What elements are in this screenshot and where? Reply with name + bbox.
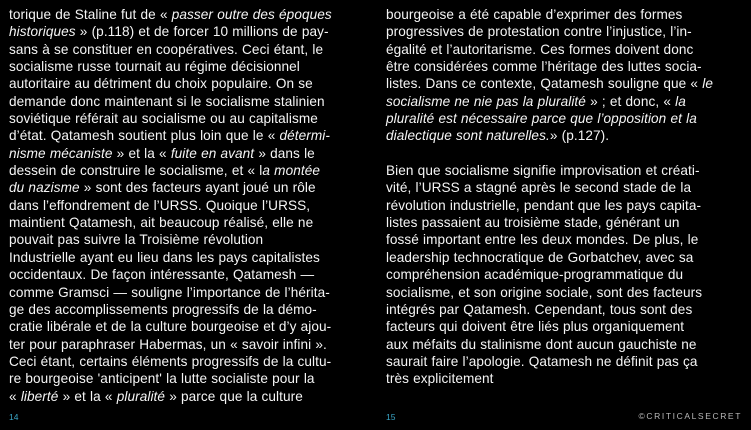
text-run: » (p.118) et de forcer 10 millions de pay- [75,24,329,40]
text-run: être considérées comme l’héritage des luttes socia- [386,59,702,75]
text-line [386,353,748,370]
text-run: bourgeoise a été capable d’exprimer des formes [386,7,683,22]
text-line [9,214,371,231]
text-line [9,145,371,162]
text-line [9,58,371,75]
text-run: égalité et l’autoritarisme. Ces formes doivent donc [386,41,694,57]
text-line [386,127,748,144]
text-run: demande donc maintenant si le socialisme stalinien [9,93,325,109]
text-run: ge des accomplissements progressifs de la démo- [9,301,317,317]
text-run: listes. Dans ce contexte, Qatamesh souligne que « [386,76,703,92]
text-line [386,336,748,353]
text-line [386,197,748,214]
text-line [9,266,371,283]
text-line [9,127,371,144]
text-run: dessein de construire le socialisme, et « l [9,163,263,179]
italic-text: passer outre des époques [171,7,332,22]
italic-text: du nazisme [9,180,80,196]
italic-text: fuite en avant [170,145,255,161]
text-line [9,318,371,335]
italic-text: la [675,93,686,109]
text-line [9,110,371,127]
text-run: soviétique référait au socialisme ou au capitalisme [9,111,318,127]
text-run: fossé important entre les deux mondes. De plus, le [386,232,699,248]
text-run: Ceci étant, certains éléments progressifs de la cultu- [9,353,332,369]
text-line [9,162,371,179]
text-line [9,370,371,387]
text-run: socialisme, et son origine sociale, sont des facteurs [386,284,703,300]
text-run: » ; et donc, « [585,93,676,109]
text-run: leadership technocratique de Gorbatchev, avec sa [386,249,694,265]
italic-text: le [702,76,713,92]
text-run: ter pour paraphraser Habermas, un « savoir infini ». [9,336,327,352]
italic-text: historiques [9,24,76,40]
text-run: compréhension académique-programmatique du [386,267,684,283]
text-line [9,353,371,370]
text-run: pouvait pas suivre la Troisième révolution [9,232,264,248]
text-run: autoritaire au détriment du choix populaire. On se [9,76,313,92]
italic-text: nisme mécaniste [9,145,113,161]
italic-text: pluralité est nécessaire parce que l’opposition et la [386,111,697,127]
text-line [9,231,371,248]
text-run: Industrielle ayant eu lieu dans les pays capitalistes [9,249,320,265]
italic-text: socialisme ne nie pas la pluralité [386,93,586,109]
text-line [9,284,371,301]
text-line [386,214,748,231]
text-run: d’état. Qatamesh soutient plus loin que le « [9,128,280,144]
text-line [386,41,748,58]
italic-text: dialectique sont naturelles. [386,128,550,144]
text-run: progressives de protestation contre l’injustice, l’in- [386,24,692,40]
text-run: Bien que socialisme signifie improvisation et créati- [386,163,700,179]
text-line [386,370,748,387]
text-line [9,249,371,266]
text-line [9,388,371,405]
publisher-mark: ©CRITICALSECRET [638,411,742,421]
text-line [386,231,748,248]
text-line [9,41,371,58]
text-run: « [9,388,21,404]
left-page-text [9,6,371,405]
text-line [9,93,371,110]
text-run: re bourgeoise 'anticipent' la lutte socialiste pour la [9,371,315,387]
text-line [386,75,748,92]
text-line [9,23,371,40]
text-run: comme Gramsci — souligne l’importance de l’hérita- [9,284,330,300]
text-run: sans à se constituer en coopératives. Ceci étant, le [9,41,324,57]
text-run: » parce que la culture [165,388,303,404]
right-page-number: 15 [386,412,396,422]
right-page [386,6,748,388]
text-run: facteurs qui doivent être liés plus organiquement [386,319,685,335]
text-run: » sont des facteurs ayant joué un rôle [79,180,316,196]
text-run: » et la « [112,145,171,161]
text-line [9,197,371,214]
left-page [9,6,371,405]
text-line [386,162,748,179]
text-line [386,249,748,266]
text-run: révolution industrielle, pendant que les pays capita- [386,197,702,213]
text-run: saurait faire l’apologie. Qatamesh ne définit pas ça [386,353,698,369]
text-line [386,266,748,283]
text-line [9,301,371,318]
text-line [386,93,748,110]
text-run: cratie libérale et de la culture bourgeoise et d’y ajou- [9,319,332,335]
text-run: listes passaient au troisième stade, générant un [386,215,680,231]
text-run: maintient Qatamesh, ait beaucoup réalisé, elle ne [9,215,314,231]
paragraph-break [386,145,748,162]
text-line [9,336,371,353]
text-run: dans l’effondrement de l’URSS. Quoique l’URSS, [9,197,311,213]
text-line [386,110,748,127]
left-page-number: 14 [9,412,19,422]
text-line [9,6,371,23]
text-line [386,58,748,75]
italic-text: pluralité [116,388,166,404]
text-line [386,301,748,318]
text-line [9,179,371,196]
text-line [386,6,748,23]
text-run: » (p.127). [549,128,610,144]
right-page-text [386,6,748,388]
text-run: vité, l’URSS a stagné après le second stade de la [386,180,692,196]
italic-text: liberté [20,388,59,404]
text-line [386,23,748,40]
italic-text: a montée [262,163,320,179]
text-run: socialisme russe tournait au régime décisionnel [9,59,300,75]
text-run: très explicitement [386,371,494,387]
text-run: intégrés par Qatamesh. Cependant, tous sont des [386,301,693,317]
text-line [386,318,748,335]
text-run: » et la « [58,388,117,404]
text-run: torique de Staline fut de « [9,7,172,22]
text-line [9,75,371,92]
text-run: aux méfaits du stalinisme dont aucun gauchiste ne [386,336,697,352]
italic-text: détermi- [279,128,330,144]
text-line [386,284,748,301]
text-run: occidentaux. De façon intéressante, Qatamesh — [9,267,315,283]
text-line [386,179,748,196]
text-run: » dans le [254,145,315,161]
